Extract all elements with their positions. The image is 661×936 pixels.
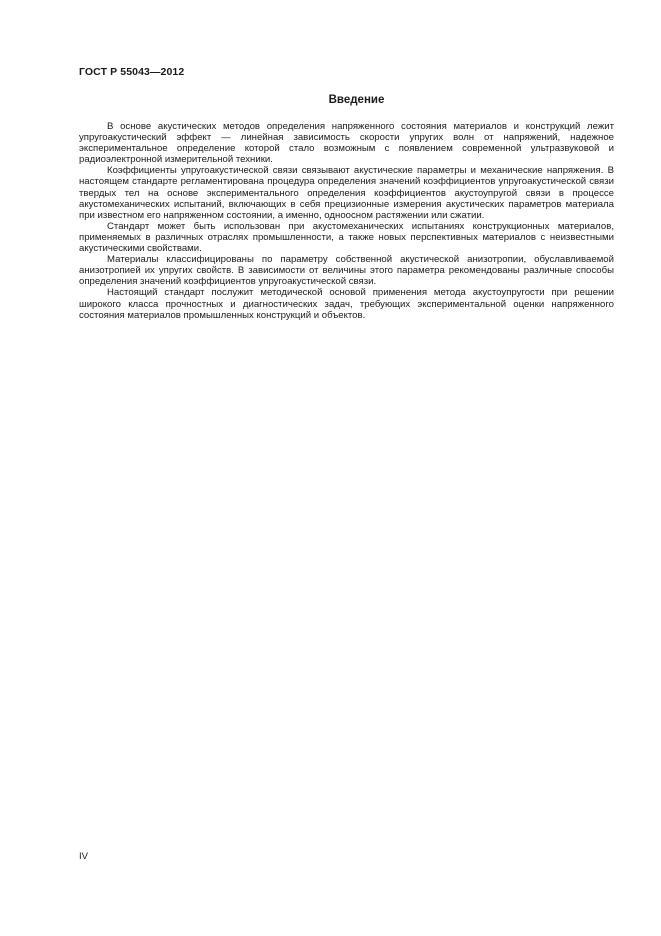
paragraph: Настоящий стандарт послужит методической основой применения метода акустоупругости при решении широкого класса прочностных и диагностических задач, требующих экспериментальной оценки напряженного состояния материалов промышленных конструкций и объектов.: [79, 287, 614, 321]
body-text: [79, 121, 614, 321]
document-header: ГОСТ Р 55043—2012: [79, 66, 185, 78]
section-title: Введение: [328, 94, 385, 106]
paragraph: Коэффициенты упругоакустической связи связывают акустические параметры и механические напряжения. В настоящем стандарте регламентирована процедура определения значений коэффициентов упругоакустической связи твердых тел на основе экспериментального определения коэффициентов акустоупругой связи в процессе акустомеханических испытаний, включающих в себя прецизионные измерения акустических параметров материала при известном его напряженном состоянии, а именно, одноосном растяжении или сжатии.: [79, 165, 614, 221]
page-number: IV: [79, 851, 88, 862]
paragraph: Материалы классифицированы по параметру собственной акустической анизотропии, обуславливаемой анизотропией их упругих свойств. В зависимости от величины этого параметра рекомендованы различные способы определения значений коэффициентов упругоакустической связи.: [79, 254, 614, 288]
paragraph: В основе акустических методов определения напряженного состояния материалов и конструкций лежит упругоакустический эффект — линейная зависимость скорости упругих волн от напряжений, надежное экспериментальное определение которой стало возможным с появлением современной ультразвуковой и радиоэлектронной измерительной техники.: [79, 121, 614, 166]
paragraph: Стандарт может быть использован при акустомеханических испытаниях конструкционных материалов, применяемых в различных отраслях промышленности, а также новых перспективных материалов с неизвестными акустическими свойствами.: [79, 220, 614, 255]
